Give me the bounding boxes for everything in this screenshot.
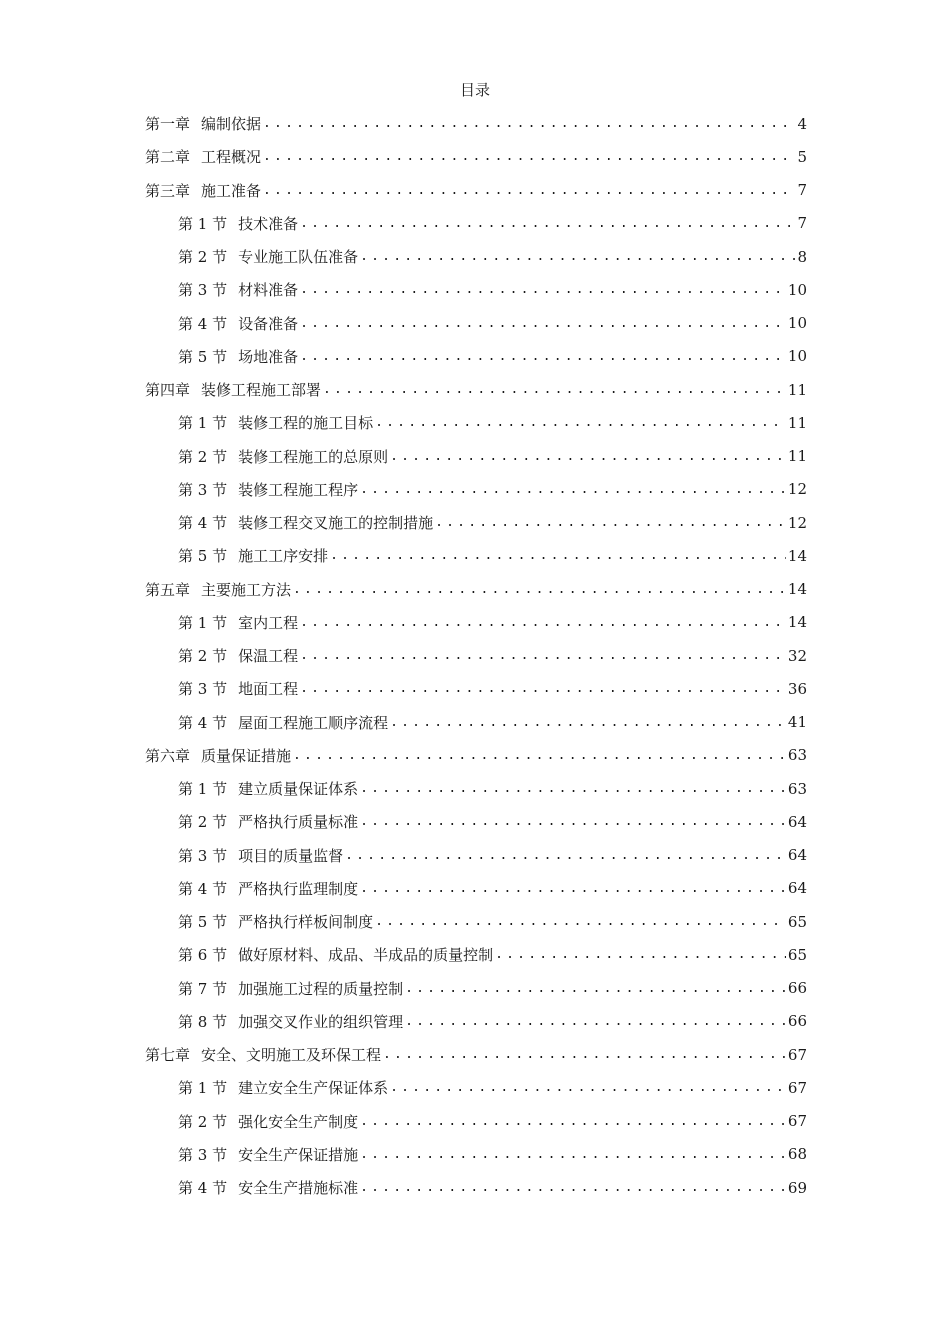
toc-chapter-entry[interactable] — [145, 739, 807, 772]
toc-entry-number: 第 1 节 — [178, 414, 228, 433]
toc-entry-title: 建立质量保证体系 — [238, 780, 359, 799]
toc-entry-title: 装修工程施工的总原则 — [238, 447, 389, 466]
toc-dot-leader — [405, 981, 786, 996]
toc-entry-page-number: 8 — [797, 247, 807, 266]
toc-dot-leader — [263, 183, 795, 198]
toc-dot-leader — [330, 548, 786, 563]
toc-entry-page-number: 67 — [787, 1112, 807, 1131]
toc-section-entry[interactable] — [145, 506, 807, 539]
toc-entry-number: 第 2 节 — [178, 1112, 228, 1131]
toc-entry-number: 第 1 节 — [178, 613, 228, 632]
toc-entry-number: 第 1 节 — [178, 214, 228, 233]
toc-entry-title: 严格执行质量标准 — [238, 813, 359, 832]
toc-entry-number: 第 4 节 — [178, 1179, 228, 1198]
toc-dot-leader — [300, 316, 786, 331]
toc-section-entry[interactable] — [145, 240, 807, 273]
toc-dot-leader — [360, 1147, 786, 1162]
toc-entry-page-number: 66 — [787, 979, 807, 998]
toc-entry-number: 第 1 节 — [178, 780, 228, 799]
toc-entry-number: 第 4 节 — [178, 314, 228, 333]
toc-entry-page-number: 10 — [787, 314, 807, 333]
toc-entry-number: 第三章 — [145, 181, 191, 200]
toc-entry-number: 第一章 — [145, 115, 191, 134]
toc-section-entry[interactable] — [145, 672, 807, 705]
toc-section-entry[interactable] — [145, 1005, 807, 1038]
toc-entry-title: 设备准备 — [238, 314, 299, 333]
toc-dot-leader — [300, 615, 786, 630]
toc-entry-page-number: 10 — [787, 280, 807, 299]
toc-entry-page-number: 67 — [787, 1078, 807, 1097]
toc-section-entry[interactable] — [145, 1171, 807, 1204]
toc-section-entry[interactable] — [145, 772, 807, 805]
toc-dot-leader — [375, 914, 786, 929]
toc-entry-title: 专业施工队伍准备 — [238, 248, 359, 267]
toc-list — [145, 107, 807, 1204]
toc-entry-page-number: 64 — [787, 846, 807, 865]
toc-entry-title: 技术准备 — [238, 214, 299, 233]
toc-dot-leader — [405, 1014, 786, 1029]
toc-entry-number: 第四章 — [145, 381, 191, 400]
toc-entry-page-number: 32 — [787, 646, 807, 665]
toc-section-entry[interactable] — [145, 1105, 807, 1138]
toc-entry-title: 装修工程施工部署 — [201, 381, 322, 400]
toc-entry-title: 安全、文明施工及环保工程 — [201, 1046, 382, 1065]
toc-entry-page-number: 10 — [787, 347, 807, 366]
toc-entry-page-number: 65 — [787, 945, 807, 964]
toc-entry-number: 第 3 节 — [178, 480, 228, 499]
toc-entry-number: 第 2 节 — [178, 813, 228, 832]
toc-entry-title: 装修工程交叉施工的控制措施 — [238, 514, 434, 533]
toc-entry-page-number: 63 — [787, 779, 807, 798]
toc-section-entry[interactable] — [145, 972, 807, 1005]
toc-dot-leader — [300, 282, 786, 297]
toc-entry-title: 做好原材料、成品、半成品的质量控制 — [238, 946, 494, 965]
toc-entry-page-number: 14 — [787, 580, 807, 599]
toc-entry-title: 安全生产保证措施 — [238, 1145, 359, 1164]
toc-section-entry[interactable] — [145, 639, 807, 672]
toc-chapter-entry[interactable] — [145, 140, 807, 173]
toc-entry-title: 工程概况 — [201, 148, 262, 167]
toc-dot-leader — [293, 748, 786, 763]
toc-dot-leader — [375, 415, 786, 430]
toc-dot-leader — [360, 482, 786, 497]
toc-entry-number: 第 7 节 — [178, 979, 228, 998]
toc-entry-title: 装修工程的施工目标 — [238, 414, 374, 433]
toc-entry-number: 第 2 节 — [178, 248, 228, 267]
toc-dot-leader — [300, 216, 795, 231]
toc-chapter-entry[interactable] — [145, 107, 807, 140]
toc-section-entry[interactable] — [145, 273, 807, 306]
toc-section-entry[interactable] — [145, 872, 807, 905]
toc-dot-leader — [383, 1047, 786, 1062]
toc-entry-number: 第 6 节 — [178, 946, 228, 965]
toc-entry-number: 第 2 节 — [178, 647, 228, 666]
toc-dot-leader — [345, 848, 786, 863]
toc-entry-title: 施工工序安排 — [238, 547, 329, 566]
toc-entry-page-number: 12 — [787, 513, 807, 532]
toc-entry-page-number: 67 — [787, 1045, 807, 1064]
toc-entry-page-number: 7 — [797, 214, 807, 233]
toc-section-entry[interactable] — [145, 473, 807, 506]
toc-chapter-entry[interactable] — [145, 1038, 807, 1071]
toc-entry-page-number: 7 — [797, 181, 807, 200]
toc-entry-title: 施工准备 — [201, 181, 262, 200]
toc-entry-title: 屋面工程施工顺序流程 — [238, 713, 389, 732]
toc-entry-title: 加强交叉作业的组织管理 — [238, 1012, 404, 1031]
toc-entry-page-number: 5 — [797, 147, 807, 166]
toc-section-entry[interactable] — [145, 440, 807, 473]
toc-dot-leader — [390, 1080, 786, 1095]
toc-section-entry[interactable] — [145, 207, 807, 240]
toc-dot-leader — [495, 947, 786, 962]
toc-dot-leader — [300, 681, 786, 696]
toc-section-entry[interactable] — [145, 905, 807, 938]
toc-entry-number: 第 8 节 — [178, 1012, 228, 1031]
toc-entry-number: 第六章 — [145, 746, 191, 765]
toc-entry-page-number: 4 — [797, 114, 807, 133]
toc-entry-title: 编制依据 — [201, 115, 262, 134]
toc-chapter-entry[interactable] — [145, 573, 807, 606]
toc-chapter-entry[interactable] — [145, 174, 807, 207]
toc-dot-leader — [293, 582, 786, 597]
toc-section-entry[interactable] — [145, 1071, 807, 1104]
toc-entry-page-number: 65 — [787, 912, 807, 931]
toc-dot-leader — [390, 715, 786, 730]
toc-entry-number: 第 4 节 — [178, 879, 228, 898]
toc-entry-title: 建立安全生产保证体系 — [238, 1079, 389, 1098]
toc-entry-number: 第 2 节 — [178, 447, 228, 466]
toc-section-entry[interactable] — [145, 340, 807, 373]
toc-entry-title: 场地准备 — [238, 347, 299, 366]
toc-entry-page-number: 11 — [787, 380, 807, 399]
toc-entry-number: 第 5 节 — [178, 913, 228, 932]
toc-entry-title: 安全生产措施标准 — [238, 1179, 359, 1198]
toc-entry-page-number: 11 — [787, 447, 807, 466]
toc-section-entry[interactable] — [145, 606, 807, 639]
toc-section-entry[interactable] — [145, 1138, 807, 1171]
toc-entry-title: 项目的质量监督 — [238, 846, 344, 865]
toc-entry-number: 第 4 节 — [178, 514, 228, 533]
toc-entry-title: 保温工程 — [238, 647, 299, 666]
toc-entry-number: 第 4 节 — [178, 713, 228, 732]
toc-dot-leader — [263, 116, 795, 131]
toc-entry-page-number: 64 — [787, 879, 807, 898]
toc-entry-number: 第五章 — [145, 580, 191, 599]
toc-section-entry[interactable] — [145, 406, 807, 439]
toc-entry-page-number: 64 — [787, 812, 807, 831]
toc-dot-leader — [360, 249, 795, 264]
toc-entry-page-number: 14 — [787, 613, 807, 632]
toc-chapter-entry[interactable] — [145, 373, 807, 406]
toc-section-entry[interactable] — [145, 539, 807, 572]
toc-entry-title: 强化安全生产制度 — [238, 1112, 359, 1131]
toc-dot-leader — [300, 349, 786, 364]
toc-dot-leader — [360, 1114, 786, 1129]
toc-dot-leader — [263, 149, 795, 164]
toc-title: 目录 — [459, 81, 490, 99]
toc-entry-number: 第 3 节 — [178, 1145, 228, 1164]
toc-entry-title: 室内工程 — [238, 613, 299, 632]
toc-section-entry[interactable] — [145, 938, 807, 971]
toc-entry-page-number: 63 — [787, 746, 807, 765]
toc-entry-page-number: 66 — [787, 1012, 807, 1031]
toc-entry-number: 第 3 节 — [178, 846, 228, 865]
toc-dot-leader — [360, 781, 786, 796]
toc-entry-number: 第 3 节 — [178, 680, 228, 699]
toc-entry-page-number: 36 — [787, 679, 807, 698]
toc-dot-leader — [390, 449, 786, 464]
toc-entry-title: 地面工程 — [238, 680, 299, 699]
toc-section-entry[interactable] — [145, 839, 807, 872]
toc-dot-leader — [300, 648, 786, 663]
toc-entry-number: 第 5 节 — [178, 547, 228, 566]
toc-entry-title: 材料准备 — [238, 281, 299, 300]
toc-entry-title: 质量保证措施 — [201, 746, 292, 765]
toc-entry-page-number: 11 — [787, 413, 807, 432]
toc-entry-title: 加强施工过程的质量控制 — [238, 979, 404, 998]
toc-entry-title: 严格执行监理制度 — [238, 879, 359, 898]
toc-entry-number: 第 5 节 — [178, 347, 228, 366]
toc-entry-title: 主要施工方法 — [201, 580, 292, 599]
toc-dot-leader — [435, 515, 786, 530]
toc-section-entry[interactable] — [145, 307, 807, 340]
toc-dot-leader — [360, 881, 786, 896]
toc-entry-number: 第 3 节 — [178, 281, 228, 300]
toc-entry-title: 严格执行样板间制度 — [238, 913, 374, 932]
toc-entry-page-number: 68 — [787, 1145, 807, 1164]
toc-dot-leader — [360, 814, 786, 829]
toc-entry-number: 第二章 — [145, 148, 191, 167]
toc-entry-page-number: 41 — [787, 713, 807, 732]
toc-entry-title: 装修工程施工程序 — [238, 480, 359, 499]
toc-entry-page-number: 12 — [787, 480, 807, 499]
toc-section-entry[interactable] — [145, 805, 807, 838]
toc-dot-leader — [360, 1180, 786, 1195]
toc-dot-leader — [323, 382, 786, 397]
toc-entry-number: 第七章 — [145, 1046, 191, 1065]
toc-entry-page-number: 69 — [787, 1178, 807, 1197]
toc-entry-number: 第 1 节 — [178, 1079, 228, 1098]
toc-section-entry[interactable] — [145, 706, 807, 739]
toc-entry-page-number: 14 — [787, 546, 807, 565]
